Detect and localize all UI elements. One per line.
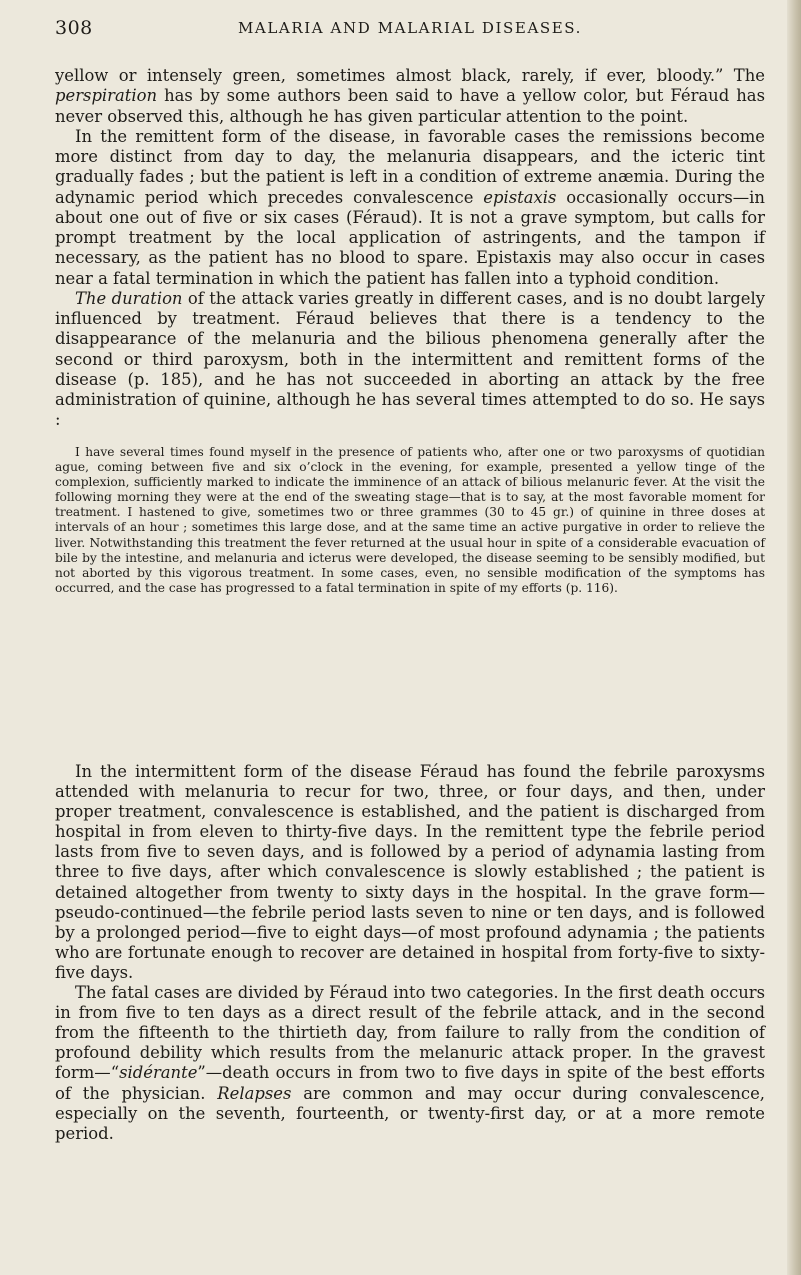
paragraph-5: The fatal cases are divided by Féraud into two categories. In the first death occurs in from five to ten days as a direct result of the febrile attack, and in the second from the fifteenth to the thirtieth day, from failure to rally from the condition of profound debility which results from the melanuric attack proper. In the gravest form—“sidérante”—death occurs in from two to five days in spite of the best efforts of the physician. Relapses are common and may occur during convalescence, especially on the seventh, fourteenth, or twenty-first day, or at a more remote period. xyxy=(55,983,765,1143)
italic-term: Relapses xyxy=(217,1083,292,1103)
italic-term: perspiration xyxy=(55,86,158,106)
running-title: MALARIA AND MALARIAL DISEASES. xyxy=(237,19,583,37)
quote-paragraph: I have several times found myself in the presence of patients who, after one or two paroxysms of quotidian ague, coming between five and six o’clock in the evening, for example, presented a yellow tinge of the complexion, sufficiently marked to indicate the imminence of an attack of bilious melanuric fever. At the visit the following morning they were at the end of the sweating stage—that is to say, at the most favorable moment for treatment. I hastened to give, sometimes two or three grammes (30 to 45 gr.) of quinine in three doses at intervals of an hour ; sometimes this large dose, and at the same time an active purgative in order to relieve the liver. Notwithstanding this treatment the fever returned at the usual hour in spite of a considerable evacuation of bile by the intestine, and melanuria and icterus were developed, the disease seeming to be sensibly modified, but not aborted by this vigorous treatment. In some cases, even, no sensible modification of the symptoms has occurred, and the case has progressed to a fatal termination in spite of my efforts (p. 116). xyxy=(55,445,765,595)
page-number: 308 xyxy=(55,17,93,39)
italic-term: epistaxis xyxy=(483,187,557,207)
block-quote xyxy=(55,445,765,596)
body-text-upper xyxy=(55,66,765,431)
paragraph-4: In the intermittent form of the disease Féraud has found the febrile paroxysms attended with melanuria to recur for two, three, or four days, and then, under proper treatment, convalescence is established, and the patient is discharged from hospital in from eleven to thirty-five days. In the remittent type the febrile period lasts from five to seven days, and is followed by a period of adynamia lasting from three to five days, after which convalescence is slowly established ; the patient is detained altogether from twenty to sixty days in the hospital. In the grave form—pseudo-continued—the febrile period lasts seven to nine or ten days, and is followed by a prolonged period—five to eight days—of most profound adynamia ; the patients who are fortunate enough to recover are detained in hospital from forty-five to sixty-five days. xyxy=(55,762,765,982)
paragraph-2: In the remittent form of the disease, in favorable cases the remissions become more distinct from day to day, the melanuria disappears, and the icteric tint gradually fades ; but the patient is left in a condition of extreme anæmia. During the adynamic period which precedes convalescence epistaxis occasionally occurs—in about one out of five or six cases (Féraud). It is not a grave symptom, but calls for prompt treatment by the local application of astringents, and the tampon if necessary, as the patient has no blood to spare. Epistaxis may also occur in cases near a fatal termination in which the patient has fallen into a typhoid condition. xyxy=(55,126,765,288)
page-edge-shadow xyxy=(787,0,801,1275)
paragraph-3: The duration of the attack varies greatly in different cases, and is no doubt largely influenced by treatment. Féraud believes that there is a tendency to the disappearance of the melanuria and the bilious phenomena generally after the second or third paroxysm, both in the intermittent and remittent forms of the disease (p. 185), and he has not succeeded in aborting an attack by the free administration of quinine, although he has several times attempted to do so. He says : xyxy=(55,288,766,430)
italic-heading: The duration xyxy=(75,288,183,308)
paragraph-1: yellow or intensely green, sometimes almost black, rarely, if ever, bloody.” The perspiration has by some authors been said to have a yellow color, but Féraud has never observed this, although he has given particular attention to the point. xyxy=(55,66,765,126)
page-header xyxy=(55,17,765,43)
italic-term: sidérante xyxy=(119,1063,198,1083)
body-text-lower xyxy=(55,762,765,1144)
